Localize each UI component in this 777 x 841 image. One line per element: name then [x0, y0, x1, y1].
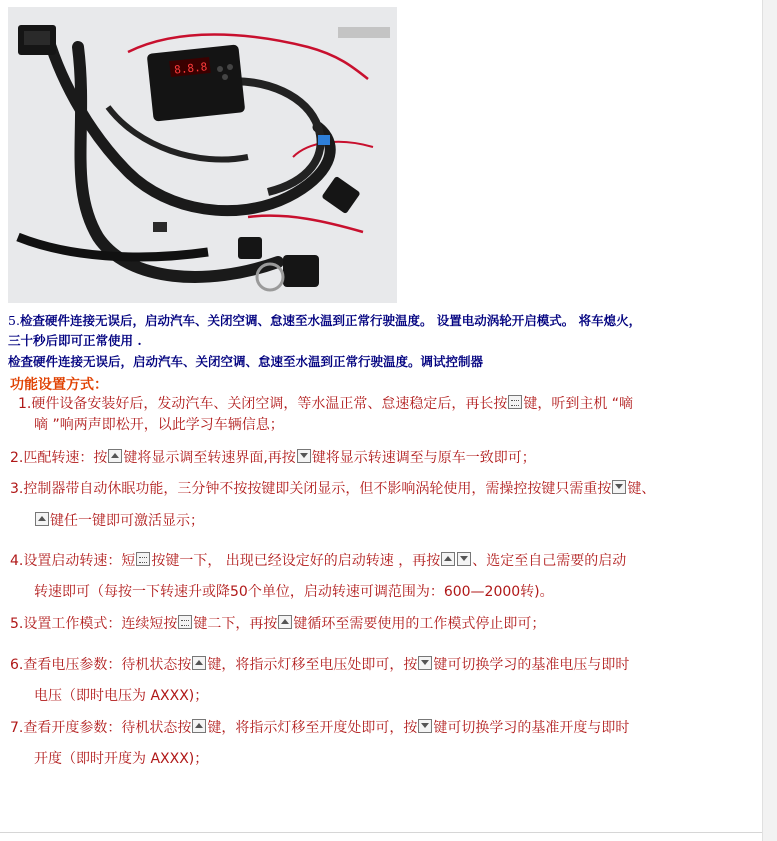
step-6-line-1: 6.查看电压参数：待机状态按 键，将指示灯移至电压处即可，按 键可切换学习的基准电压与即时 — [10, 657, 630, 673]
bottom-divider — [0, 832, 763, 833]
step-1-line-1: 1.硬件设备安装好后，发动汽车、关闭空调，等水温正常、怠速稳定后，再长按 键，听到主机 “嘀 — [18, 396, 634, 412]
step-4-line-2: 转速即可（每按一下转速升或降50个单位，启动转速可调范围为：600—2000转)。 — [34, 584, 554, 600]
up-key-icon — [35, 512, 49, 526]
intro-line-3: 检查硬件连接无误后，启动汽车、关闭空调、怠速至水温到正常行驶温度。调试控制器 — [8, 354, 484, 369]
vertical-scrollbar[interactable] — [762, 0, 777, 841]
wiring-harness-illustration — [8, 7, 397, 303]
step-4-line-1: 4.设置启动转速：短 按键一下， 出现已经设定好的启动转速 ，再按 、选定至自己需要的启动 — [10, 553, 627, 569]
product-photo — [8, 7, 397, 303]
step-3-line-2: 键任一键即可激活显示； — [34, 506, 204, 536]
down-key-icon — [457, 552, 471, 566]
mode-key-icon — [178, 615, 192, 629]
section-heading: 功能设置方式： — [10, 377, 108, 393]
step-6-line-2: 电压（即时电压为 AXXX)； — [34, 688, 209, 704]
step-2: 2.匹配转速：按 键将显示调至转速界面,再按 键将显示转速调至与原车一致即可； — [10, 450, 536, 466]
step-7-line-2: 开度（即时开度为 AXXX)； — [34, 751, 209, 767]
svg-text:8.8.8: 8.8.8 — [173, 60, 208, 77]
step-5: 5.设置工作模式：连续短按 键二下，再按 键循环至需要使用的工作模式停止即可； — [10, 616, 546, 632]
up-key-icon — [278, 615, 292, 629]
mode-key-icon — [508, 395, 522, 409]
intro-line-2: 三十秒后即可正常使用 . — [8, 333, 142, 348]
down-key-icon — [418, 719, 432, 733]
down-key-icon — [418, 656, 432, 670]
intro-line-1: 5.检查硬件连接无误后，启动汽车、关闭空调、怠速至水温到正常行驶温度。 设置电动涡轮开启模式。 将车熄火， — [8, 313, 642, 328]
down-key-icon — [612, 480, 626, 494]
up-key-icon — [108, 449, 122, 463]
up-key-icon — [192, 719, 206, 733]
down-key-icon — [297, 449, 311, 463]
up-key-icon — [441, 552, 455, 566]
step-7-line-1: 7.查看开度参数：待机状态按 键，将指示灯移至开度处即可，按 键可切换学习的基准开度与即时 — [10, 720, 630, 736]
up-key-icon — [192, 656, 206, 670]
step-1-line-2: 嘀 ”响两声即松开，以此学习车辆信息； — [34, 417, 284, 433]
mode-key-icon — [136, 552, 150, 566]
step-3-line-1: 3.控制器带自动休眠功能，三分钟不按按键即关闭显示，但不影响涡轮使用，需操控按键只需重按 键、 — [10, 481, 656, 497]
